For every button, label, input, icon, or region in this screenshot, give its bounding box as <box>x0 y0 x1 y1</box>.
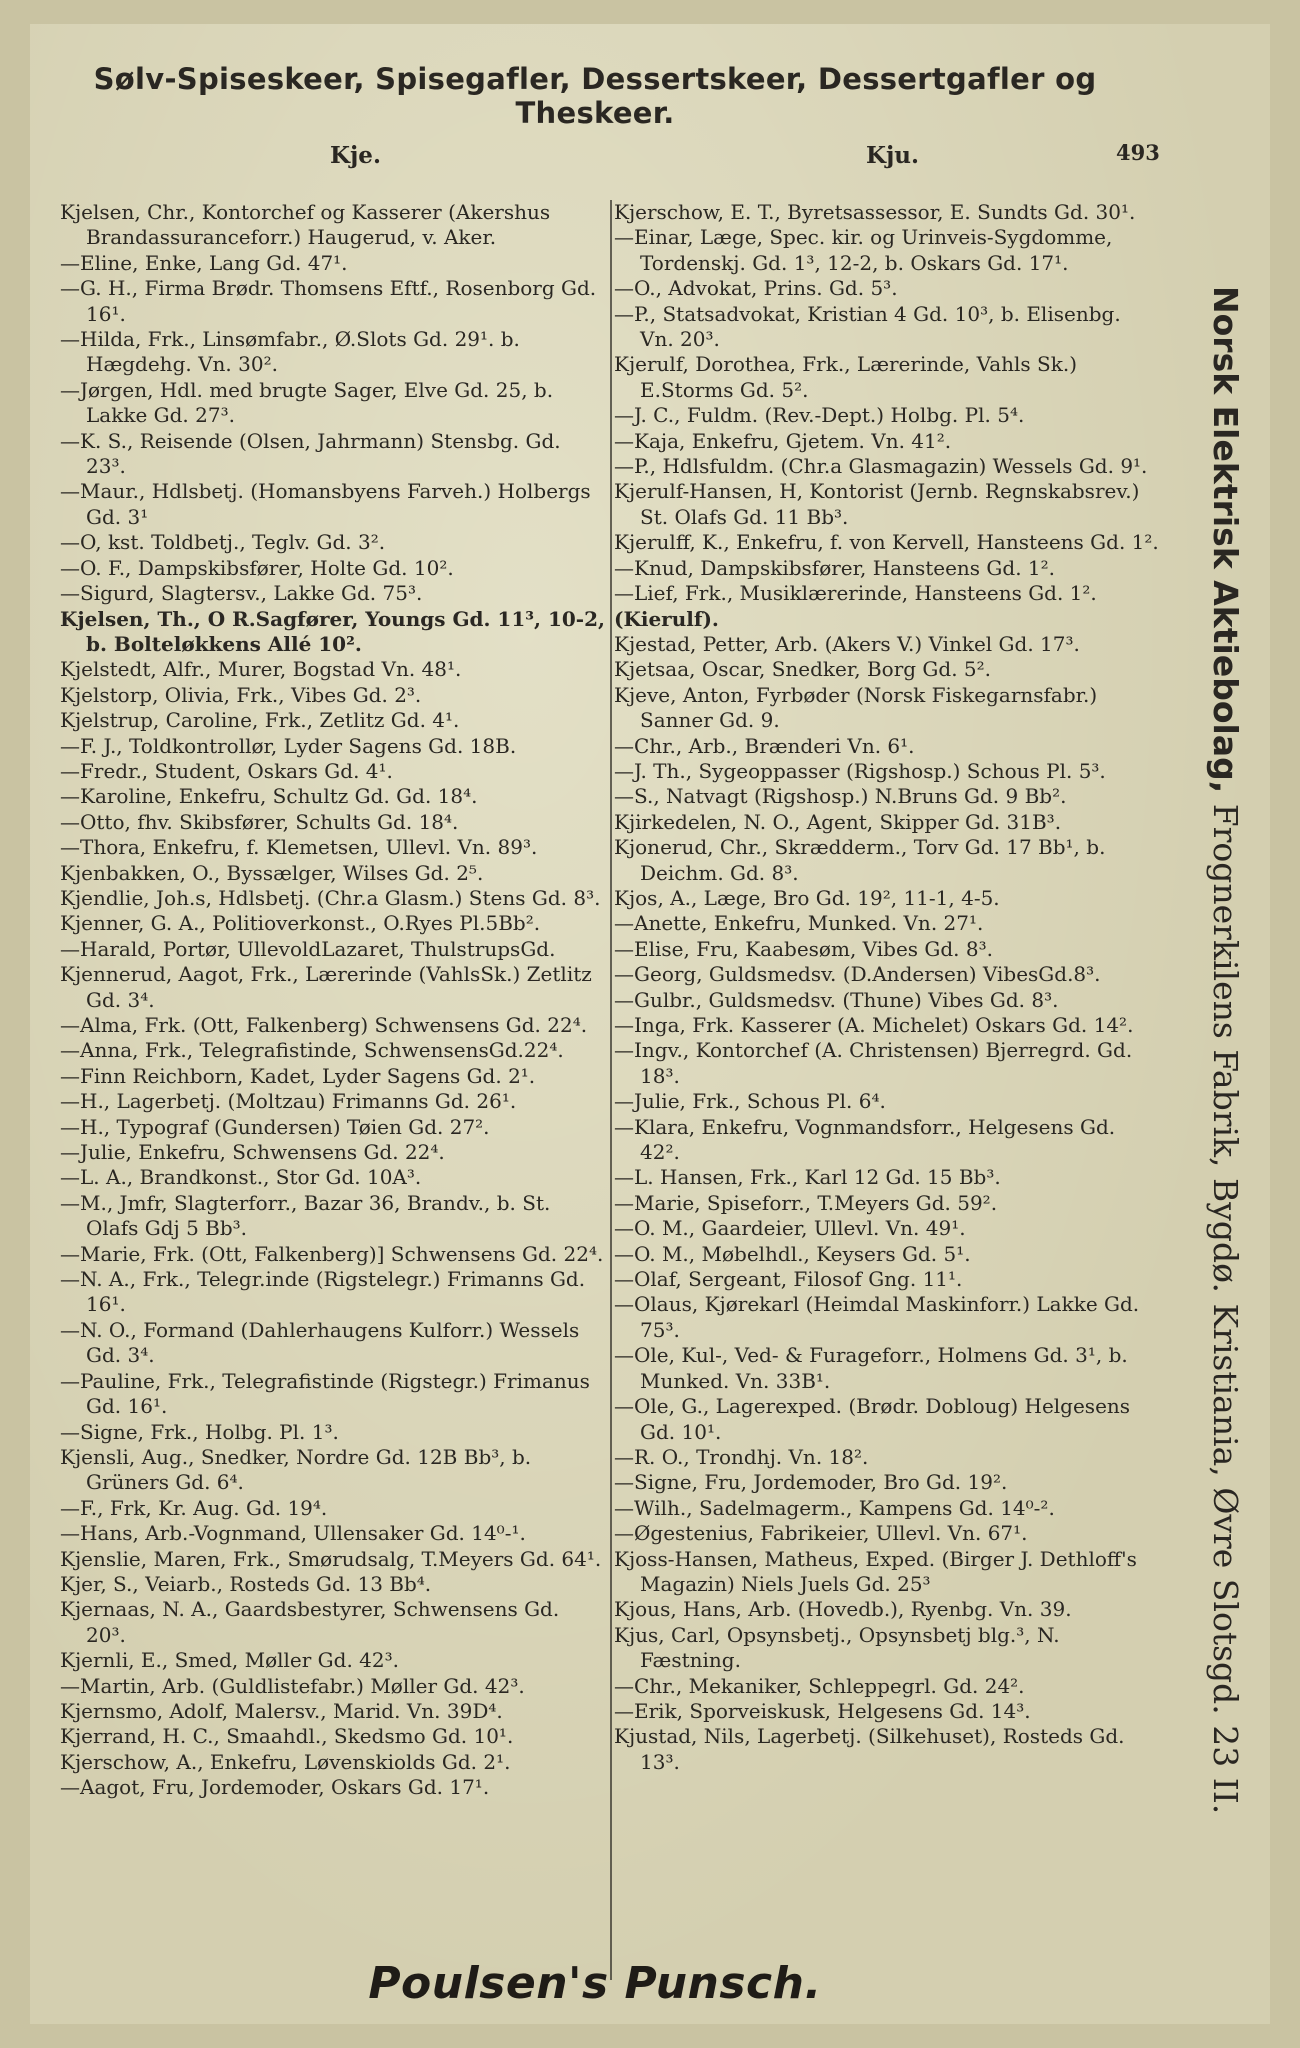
directory-entry: —Martin, Arb. (Guldlistefabr.) Møller Gd. 42³. <box>60 1673 525 1698</box>
directory-entry: —Elise, Fru, Kaabesøm, Vibes Gd. 8³. <box>614 936 993 961</box>
directory-entry: Kjerulff, K., Enkefru, f. von Kervell, Hansteens Gd. 1². <box>614 530 1159 555</box>
directory-entry: —Kaja, Enkefru, Gjetem. Vn. 41². <box>614 428 952 453</box>
directory-entry: Kjustad, Nils, Lagerbetj. (Silkehuset), Rosteds Gd. 13³. <box>614 1724 1125 1774</box>
directory-entry: —H., Typograf (Gundersen) Tøien Gd. 27². <box>60 1114 490 1139</box>
directory-entry: Kjonerud, Chr., Skrædderm., Torv Gd. 17 Bb¹, b. Deichm. Gd. 8³. <box>614 835 1106 885</box>
directory-entry: —Anna, Frk., Telegrafistinde, SchwensensGd.22⁴. <box>60 1038 564 1063</box>
directory-entry: Kjelstrup, Caroline, Frk., Zetlitz Gd. 4¹. <box>60 708 460 733</box>
directory-entry: Kjennerud, Aagot, Frk., Lærerinde (VahlsSk.) Zetlitz Gd. 3⁴. <box>60 962 592 1012</box>
directory-entry: Kjernli, E., Smed, Møller Gd. 42³. <box>60 1648 400 1673</box>
directory-entry: —J. C., Fuldm. (Rev.-Dept.) Holbg. Pl. 5⁴. <box>614 403 1025 428</box>
directory-entry: Kjernaas, N. A., Gaardsbestyrer, Schwensens Gd. 20³. <box>60 1597 560 1647</box>
directory-entry: Kjous, Hans, Arb. (Hovedb.), Ryenbg. Vn. 39. <box>614 1597 1072 1622</box>
directory-entry: —Wilh., Sadelmagerm., Kampens Gd. 14⁰-². <box>614 1495 1055 1520</box>
directory-entry: Kjer, S., Veiarb., Rosteds Gd. 13 Bb⁴. <box>60 1571 432 1596</box>
directory-entry: Kjetsaa, Oscar, Snedker, Borg Gd. 5². <box>614 657 992 682</box>
directory-entry: —Alma, Frk. (Ott, Falkenberg) Schwensens Gd. 22⁴. <box>60 1013 588 1037</box>
directory-entry: —Einar, Læge, Spec. kir. og Urinveis-Sygdomme, Tordenskj. Gd. 1³, 12-2, b. Oskars Gd. 17¹. <box>614 225 1113 275</box>
directory-entry: —R. O., Trondhj. Vn. 18². <box>614 1444 869 1469</box>
directory-entry: —O. F., Dampskibsfører, Holte Gd. 10². <box>60 555 454 580</box>
directory-entry: —F., Frk, Kr. Aug. Gd. 19⁴. <box>60 1495 328 1520</box>
directory-entry: Kjenslie, Maren, Frk., Smørudsalg, T.Meyers Gd. 64¹. <box>60 1546 602 1571</box>
directory-entry: —G. H., Firma Brødr. Thomsens Eftf., Rosenborg Gd. 16¹. <box>60 276 597 326</box>
directory-entry: —Signe, Fru, Jordemoder, Bro Gd. 19². <box>614 1470 1008 1495</box>
side-advertisement <box>1205 286 1245 1815</box>
directory-entry: Kjos, A., Læge, Bro Gd. 19², 11-1, 4-5. <box>614 885 1000 910</box>
directory-entry: —Harald, Portør, UllevoldLazaret, ThulstrupsGd. <box>60 936 556 961</box>
directory-entry: —O, kst. Toldbetj., Teglv. Gd. 3². <box>60 530 386 555</box>
directory-entry: —Julie, Enkefru, Schwensens Gd. 22⁴. <box>60 1140 445 1165</box>
directory-entry: —F. J., Toldkontrollør, Lyder Sagens Gd. 18B. <box>60 733 517 758</box>
directory-entry: Kjirkedelen, N. O., Agent, Skipper Gd. 31B³. <box>614 809 1062 834</box>
directory-entry: Kjus, Carl, Opsynsbetj., Opsynsbetj blg.³, N. Fæstning. <box>614 1622 1060 1673</box>
directory-entry: —Inga, Frk. Kasserer (A. Michelet) Oskars Gd. 14². <box>614 1013 1134 1037</box>
directory-entry: —Klara, Enkefru, Vognmandsforr., Helgesens Gd. 42². <box>614 1114 1116 1165</box>
directory-entry: —L. Hansen, Frk., Karl 12 Gd. 15 Bb³. <box>614 1165 1001 1190</box>
directory-entry: —Fredr., Student, Oskars Gd. 4¹. <box>60 758 393 783</box>
directory-entry: —Øgestenius, Fabrikeier, Ullevl. Vn. 67¹. <box>614 1521 1028 1546</box>
directory-entry: Kjelstorp, Olivia, Frk., Vibes Gd. 2³. <box>60 682 422 707</box>
directory-entry: —O. M., Møbelhdl., Keysers Gd. 5¹. <box>614 1241 971 1266</box>
directory-entry: —Erik, Sporveiskusk, Helgesens Gd. 14³. <box>614 1698 1031 1723</box>
directory-entry: Kjenner, G. A., Politioverkonst., O.Ryes Pl.5Bb². <box>60 911 541 936</box>
directory-entry: —P., Hdlsfuldm. (Chr.a Glasmagazin) Wessels Gd. 9¹. <box>614 454 1148 479</box>
directory-entry: —N. O., Formand (Dahlerhaugens Kulforr.) Wessels Gd. 3⁴. <box>60 1317 580 1368</box>
directory-entry: Kjerschow, A., Enkefru, Løvenskiolds Gd. 2¹. <box>60 1749 511 1774</box>
directory-entry: —Georg, Guldsmedsv. (D.Andersen) VibesGd.8³. <box>614 962 1101 987</box>
directory-entry: —Ole, Kul-, Ved- & Furageforr., Holmens Gd. 3¹, b. Munked. Vn. 33B¹. <box>614 1343 1128 1393</box>
directory-entry: —O., Advokat, Prins. Gd. 5³. <box>614 276 898 301</box>
directory-entry: —Chr., Arb., Brænderi Vn. 6¹. <box>614 733 915 758</box>
directory-entry: —Ole, G., Lagerexped. (Brødr. Dobloug) Helgesens Gd. 10¹. <box>614 1394 1131 1444</box>
directory-entry: —Olaf, Sergeant, Filosof Gng. 11¹. <box>614 1267 963 1292</box>
directory-entry: —Knud, Dampskibsfører, Hansteens Gd. 1². <box>614 555 1056 580</box>
directory-entry: —Eline, Enke, Lang Gd. 47¹. <box>60 250 348 275</box>
directory-entry: —Marie, Spiseforr., T.Meyers Gd. 59². <box>614 1190 998 1215</box>
directory-entry: —Lief, Frk., Musiklærerinde, Hansteens Gd. 1². <box>614 581 1097 606</box>
top-advertisement-banner: Sølv-Spiseskeer, Spisegafler, Dessertskeer, Dessertgafler og Theskeer. <box>93 62 1097 130</box>
directory-entry: Kjerulf-Hansen, H, Kontorist (Jernb. Regnskabsrev.) St. Olafs Gd. 11 Bb³. <box>614 479 1140 529</box>
directory-entry: Kjernsmo, Adolf, Malersv., Marid. Vn. 39D⁴. <box>60 1698 503 1723</box>
directory-entry: —H., Lagerbetj. (Moltzau) Frimanns Gd. 26¹. <box>60 1089 517 1114</box>
directory-entry: —O. M., Gaardeier, Ullevl. Vn. 49¹. <box>614 1216 966 1241</box>
directory-entry: —Hilda, Frk., Linsømfabr., Ø.Slots Gd. 29¹. b. Hægdehg. Vn. 30². <box>60 327 520 377</box>
directory-entry: Kjelsen, Th., O R.Sagfører, Youngs Gd. 11³, 10-2, b. Bolteløkkens Allé 10². <box>60 606 605 656</box>
right-column <box>614 200 1159 1775</box>
left-column <box>60 200 605 1801</box>
directory-entry: Kjerschow, E. T., Byretsassessor, E. Sundts Gd. 30¹. <box>614 200 1136 224</box>
directory-entry: Kjelstedt, Alfr., Murer, Bogstad Vn. 48¹. <box>60 657 462 682</box>
directory-entry: —Jørgen, Hdl. med brugte Sager, Elve Gd. 25, b. Lakke Gd. 27³. <box>60 377 554 428</box>
guide-word-left: Kje. <box>330 142 381 169</box>
directory-entry: —Ingv., Kontorchef (A. Christensen) Bjerregrd. Gd. 18³. <box>614 1038 1133 1088</box>
column-divider <box>610 200 612 1980</box>
footer-advertisement: Poulsen's Punsch. <box>368 1958 822 2009</box>
side-ad-company: Norsk Elektrisk Aktiebolag, <box>1206 286 1245 794</box>
directory-entry: —Anette, Enkefru, Munked. Vn. 27¹. <box>614 911 984 936</box>
directory-entry: —Aagot, Fru, Jordemoder, Oskars Gd. 17¹. <box>60 1775 490 1800</box>
directory-entry: Kjerrand, H. C., Smaahdl., Skedsmo Gd. 10¹. <box>60 1724 514 1749</box>
directory-entry: —Sigurd, Slagtersv., Lakke Gd. 75³. <box>60 581 423 606</box>
directory-entry: Kjerulf, Dorothea, Frk., Lærerinde, Vahls Sk.) E.Storms Gd. 5². <box>614 352 1077 402</box>
directory-entry: —Thora, Enkefru, f. Klemetsen, Ullevl. Vn. 89³. <box>60 835 538 860</box>
directory-entry: —N. A., Frk., Telegr.inde (Rigstelegr.) Frimanns Gd. 16¹. <box>60 1267 586 1317</box>
directory-page <box>30 24 1270 2024</box>
directory-entry: —K. S., Reisende (Olsen, Jahrmann) Stensbg. Gd. 23³. <box>60 428 561 479</box>
directory-entry: —Olaus, Kjørekarl (Heimdal Maskinforr.) Lakke Gd. 75³. <box>614 1292 1140 1342</box>
side-advertisement-text <box>1205 286 1245 1814</box>
directory-entry: —M., Jmfr, Slagterforr., Bazar 36, Brandv., b. St. Olafs Gdj 5 Bb³. <box>60 1190 551 1241</box>
directory-entry: —J. Th., Sygeoppasser (Rigshosp.) Schous Pl. 5³. <box>614 758 1106 783</box>
directory-entry: —Gulbr., Guldsmedsv. (Thune) Vibes Gd. 8³. <box>614 987 1059 1012</box>
directory-entry: Kjensli, Aug., Snedker, Nordre Gd. 12B Bb³, b. Grüners Gd. 6⁴. <box>60 1444 532 1495</box>
directory-entry: Kjelsen, Chr., Kontorchef og Kasserer (Akershus Brandassuranceforr.) Haugerud, v. Aker. <box>60 200 551 250</box>
side-ad-address: Frognerkilens Fabrik, Bygdø. Kristiania, Øvre Slotsgd. 23 II. <box>1206 793 1245 1815</box>
directory-entry: —Karoline, Enkefru, Schultz Gd. Gd. 18⁴. <box>60 784 478 809</box>
directory-entry: —Julie, Frk., Schous Pl. 6⁴. <box>614 1089 886 1114</box>
directory-entry: —Hans, Arb.-Vognmand, Ullensaker Gd. 14⁰-¹. <box>60 1521 526 1546</box>
directory-entry: Kjestad, Petter, Arb. (Akers V.) Vinkel Gd. 17³. <box>614 631 1080 656</box>
directory-entry: —Signe, Frk., Holbg. Pl. 1³. <box>60 1419 339 1444</box>
directory-entry: (Kierulf). <box>614 606 719 631</box>
directory-entry: —Pauline, Frk., Telegrafistinde (Rigstegr.) Frimanus Gd. 16¹. <box>60 1368 590 1419</box>
directory-entry: Kjoss-Hansen, Matheus, Exped. (Birger J. Dethloff's Magazin) Niels Juels Gd. 25³ <box>614 1546 1137 1596</box>
directory-entry: Kjeve, Anton, Fyrbøder (Norsk Fiskegarnsfabr.) Sanner Gd. 9. <box>614 682 1098 733</box>
directory-entry: —L. A., Brandkonst., Stor Gd. 10A³. <box>60 1165 422 1190</box>
directory-entry: —Otto, fhv. Skibsfører, Schults Gd. 18⁴. <box>60 809 459 834</box>
directory-entry: —Finn Reichborn, Kadet, Lyder Sagens Gd. 2¹. <box>60 1063 536 1088</box>
directory-entry: Kjenbakken, O., Byssælger, Wilses Gd. 2⁵. <box>60 860 484 885</box>
directory-entry: —Maur., Hdlsbetj. (Homansbyens Farveh.) Holbergs Gd. 3¹ <box>60 479 591 529</box>
directory-entry: Kjendlie, Joh.s, Hdlsbetj. (Chr.a Glasm.) Stens Gd. 8³. <box>60 885 601 910</box>
directory-entry: —P., Statsadvokat, Kristian 4 Gd. 10³, b. Elisenbg. Vn. 20³. <box>614 301 1121 352</box>
guide-word-right: Kju. <box>866 142 920 169</box>
page-number: 493 <box>1116 140 1160 165</box>
directory-entry: —Marie, Frk. (Ott, Falkenberg)] Schwensens Gd. 22⁴. <box>60 1241 604 1266</box>
directory-entry: —S., Natvagt (Rigshosp.) N.Bruns Gd. 9 Bb². <box>614 784 1067 809</box>
directory-entry: —Chr., Mekaniker, Schleppegrl. Gd. 24². <box>614 1673 1025 1698</box>
